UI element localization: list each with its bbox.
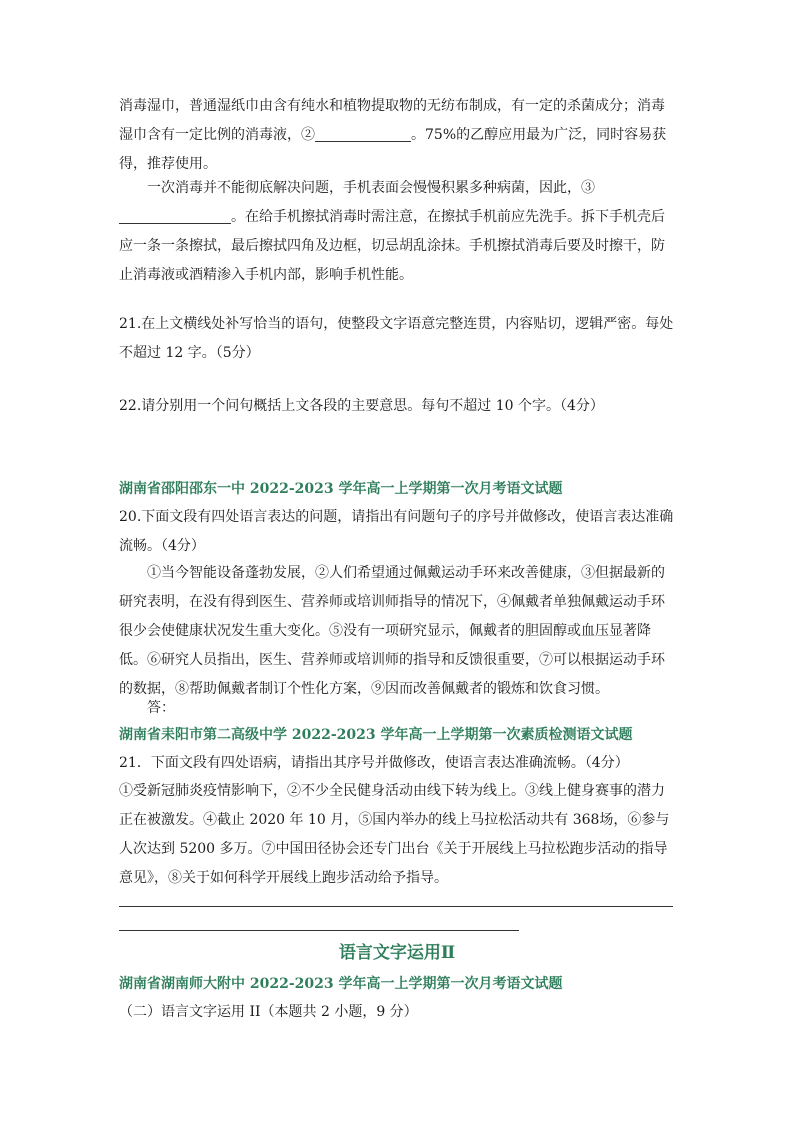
- answer-line-1[interactable]: [119, 906, 673, 907]
- answer-blank-2[interactable]: [315, 125, 411, 142]
- question-21-grammar: 21．下面文段有四处语病，请指出其序号并做修改，使语言表达准确流畅。（4分）: [119, 755, 629, 771]
- question-22-summarize: 22.请分别用一个问句概括上文各段的主要意思。每句不超过 10 个字。（4分）: [119, 398, 604, 414]
- answer-line-2[interactable]: [119, 930, 519, 931]
- source-heading-hunan-normal: 湖南省湖南师大附中 2022-2023 学年高一上学期第一次月考语文试题: [119, 976, 563, 992]
- passage1-paragraph1: [119, 92, 675, 179]
- passage-online-marathon: ①受新冠肺炎疫情影响下，②不少全民健身活动由线下转为线上。③线上健身赛事的潜力正在被激发。④截止 2020 年 10 月，⑤国内举办的线上马拉松活动共有 368场，⑥参与人次达到 5200 多万。⑦中国田径协会还专门出台《关于开展线上马拉松跑步活动的指导意见》，⑧关于如何科学开展线上跑步活动给予指导。: [119, 783, 670, 886]
- section-subheading: （二）语言文字运用 II（本题共 2 小题，9 分）: [119, 1004, 418, 1020]
- passage1-para2-text-a: 一次消毒并不能彻底解决问题，手机表面会慢慢积累多种病菌，因此，③: [147, 180, 595, 196]
- passage1-paragraph2: [119, 174, 675, 290]
- answer-blank-3[interactable]: [119, 207, 231, 224]
- source-heading-leiyang: 湖南省耒阳市第二高级中学 2022-2023 学年高一上学期第一次素质检测语文试题: [119, 727, 633, 743]
- passage1-para2-text-b: 。在给手机擦拭消毒时需注意，在擦拭手机前应先洗手。拆下手机壳后应一条一条擦拭，最后擦拭四角及边框，切忌胡乱涂抹。手机擦拭消毒后要及时擦干，防止消毒液或酒精渗入手机内部，影响手机性能。: [119, 209, 665, 283]
- question-21-fill-blanks: 21.在上文横线处补写恰当的语句，使整段文字语意完整连贯，内容贴切，逻辑严密。每处不超过 12 字。（5分）: [119, 316, 674, 361]
- passage1-para1-text-b: 。75%的乙醇应用最为广泛，同时容易获得，推荐使用。: [119, 127, 667, 172]
- passage-fitness-band: ①当今智能设备蓬勃发展，②人们希望通过佩戴运动手环来改善健康，③但据最新的研究表明，在没有得到医生、营养师或培训师指导的情况下，④佩戴者单独佩戴运动手环很少会使健康状况发生重大变化。⑤没有一项研究显示，佩戴者的胆固醇或血压显著降低。⑥研究人员指出，医生、营养师或培训师的指导和反馈很重要，⑦可以根据运动手环的数据，⑧帮助佩戴者制订个性化方案，⑨因而改善佩戴者的锻炼和饮食习惯。: [119, 565, 665, 697]
- answer-label: 答：: [147, 700, 175, 716]
- source-heading-shaoyang: 湖南省邵阳邵东一中 2022-2023 学年高一上学期第一次月考语文试题: [119, 481, 563, 497]
- question-20-language: 20.下面文段有四处语言表达的问题，请指出有问题句子的序号并做修改，使语言表达准确流畅。（4分）: [119, 509, 674, 554]
- passage1-para1-text-a: 消毒湿巾，普通湿纸巾由含有纯水和植物提取物的无纺布制成，有一定的杀菌成分；消毒湿巾含有一定比例的消毒液，②: [119, 98, 665, 143]
- section-title: 语言文字运用Ⅱ: [338, 943, 456, 963]
